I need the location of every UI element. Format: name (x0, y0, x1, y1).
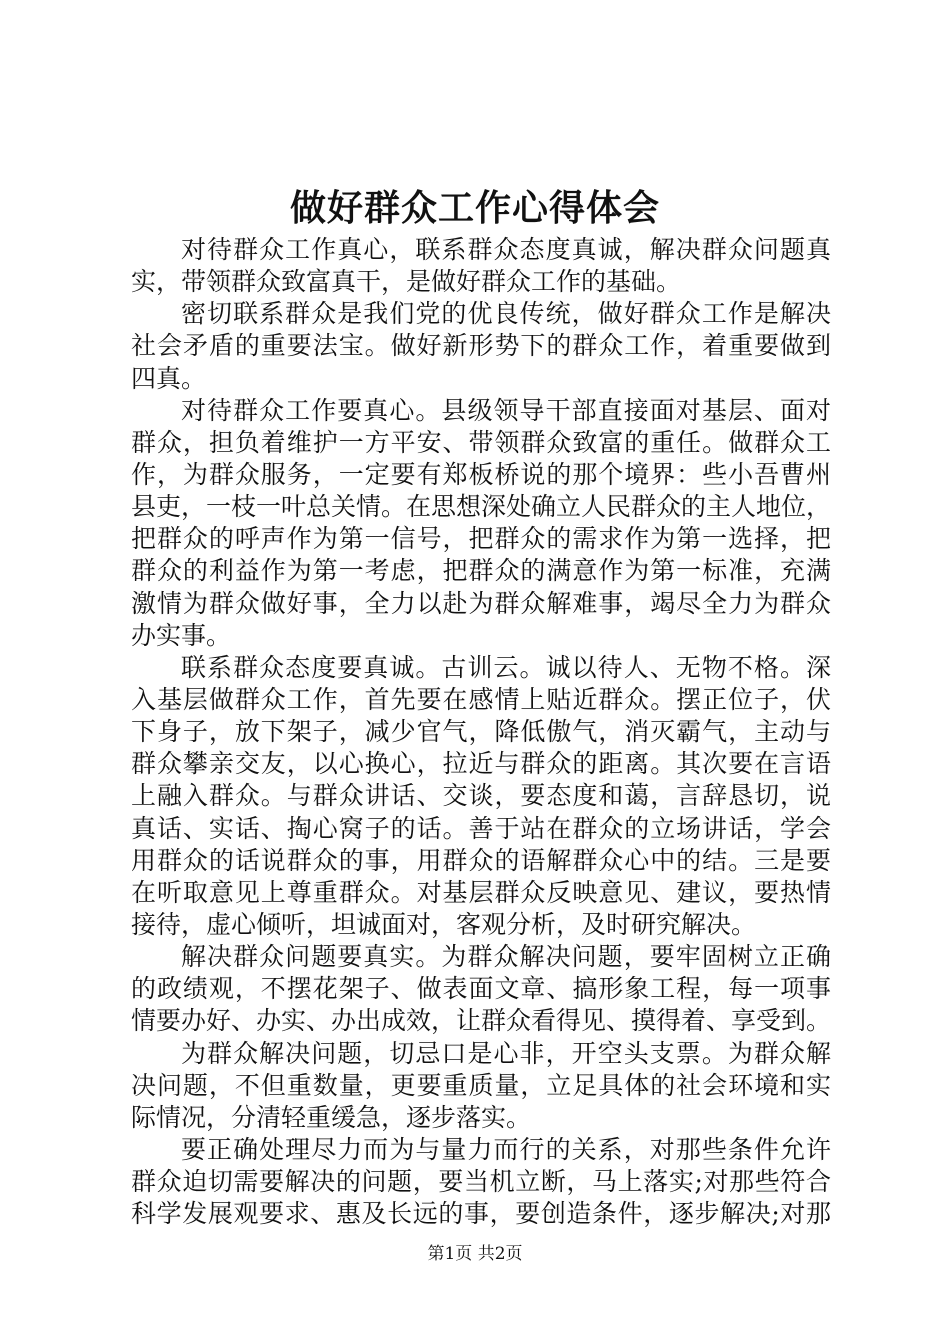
text-line: 群众，担负着维护一方平安、带领群众致富的重任。做群众工 (131, 427, 831, 457)
text-line: 对待群众工作要真心。县级领导干部直接面对基层、面对 (181, 395, 831, 425)
text-line: 接待，虚心倾听，坦诚面对，客观分析，及时研究解决。 (131, 909, 757, 939)
text-line: 解决群众问题要真实。为群众解决问题，要牢固树立正确 (181, 942, 831, 972)
text-line: 真话、实话、掏心窝子的话。善于站在群众的立场讲话，学会 (131, 813, 831, 843)
text-line: 在听取意见上尊重群众。对基层群众反映意见、建议，要热情 (131, 877, 831, 907)
text-line: 入基层做群众工作，首先要在感情上贴近群众。摆正位子，伏 (131, 684, 831, 714)
document-title: 做好群众工作心得体会 (289, 187, 660, 229)
text-line: 决问题，不但重数量，更要重质量，立足具体的社会环境和实 (131, 1070, 831, 1100)
text-line: 实，带领群众致富真干，是做好群众工作的基础。 (131, 267, 682, 297)
text-line: 群众攀亲交友，以心换心，拉近与群众的距离。其次要在言语 (131, 749, 831, 779)
text-line: 下身子，放下架子，减少官气，降低傲气，消灭霸气，主动与 (131, 717, 831, 747)
text-line: 县吏，一枝一叶总关情。在思想深处确立人民群众的主人地位， (131, 492, 832, 522)
text-line: 上融入群众。与群众讲话、交谈，要态度和蔼，言辞恳切，说 (131, 781, 831, 811)
text-line: 对待群众工作真心，联系群众态度真诚，解决群众问题真 (181, 235, 831, 264)
text-line: 激情为群众做好事，全力以赴为群众解难事，竭尽全力为群众 (131, 588, 831, 618)
text-line: 群众的利益作为第一考虑，把群众的满意作为第一标准，充满 (131, 556, 831, 586)
text-line: 四真。 (131, 363, 207, 393)
text-line: 联系群众态度要真诚。古训云。诚以待人、无物不格。深 (181, 652, 831, 682)
page-footer: 第1页 共2页 (427, 1244, 523, 1264)
text-line: 情要办好、办实、办出成效，让群众看得见、摸得着、享受到。 (131, 1006, 832, 1036)
text-line: 社会矛盾的重要法宝。做好新形势下的群众工作，着重要做到 (131, 331, 831, 361)
document-body (131, 234, 831, 1230)
text-line: 的政绩观，不摆花架子、做表面文章、搞形象工程，每一项事 (131, 974, 831, 1004)
text-line: 科学发展观要求、惠及长远的事，要创造条件，逐步解决;对那 (131, 1199, 831, 1229)
text-line: 密切联系群众是我们党的优良传统，做好群众工作是解决 (181, 299, 831, 329)
text-line: 办实事。 (131, 620, 232, 650)
text-line: 际情况，分清轻重缓急，逐步落实。 (131, 1102, 532, 1132)
text-line: 为群众解决问题，切忌口是心非，开空头支票。为群众解 (181, 1038, 831, 1068)
text-line: 要正确处理尽力而为与量力而行的关系，对那些条件允许 (181, 1134, 831, 1164)
text-line: 作，为群众服务，一定要有郑板桥说的那个境界：些小吾曹州 (131, 459, 831, 489)
text-line: 群众迫切需要解决的问题，要当机立断，马上落实;对那些符合 (131, 1167, 831, 1197)
text-line: 把群众的呼声作为第一信号，把群众的需求作为第一选择，把 (131, 524, 831, 554)
text-line: 用群众的话说群众的事，用群众的语解群众心中的结。三是要 (131, 845, 831, 875)
